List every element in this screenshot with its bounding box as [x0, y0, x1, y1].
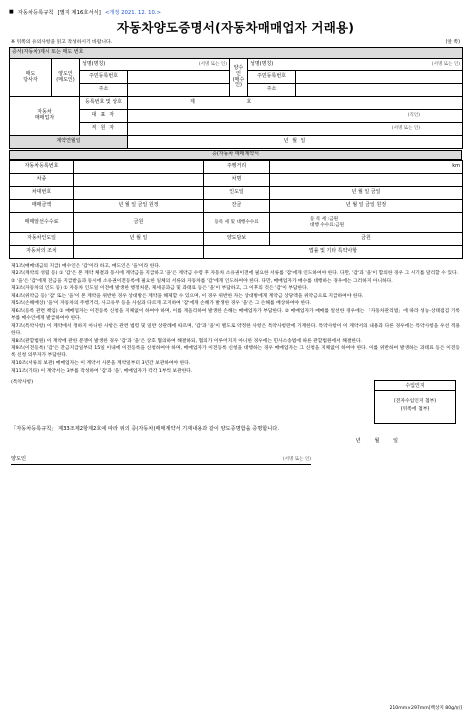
clause-8: 제7조(특약사항) 이 계약에서 정하지 아니한 사항은 관련 법령 및 일반 상관례에 따르며, '갑'과 '을'이 별도로 약정한 사항은 특약사항란에 기재한다. 특약사항이 이 계약서의 내용과 다른 경우에는 특약사항을 우선 적용한다.	[11, 323, 460, 337]
fee-extra-label: 등록 세 및 대행수수료	[204, 213, 270, 233]
mid-label: 잔금	[204, 200, 270, 213]
clause-3: ② '을'은 '갑'에게 잔금을 지급받음과 동시에 소유권이전등록에 필요한 일체의 서류와 자동차를 '갑'에게 인도하여야 한다. 다만, 매매업자가 매수를 대행하는 경우에는 그러하지 아니하다.	[11, 278, 393, 284]
delivery-label: 자동차인도일	[10, 233, 74, 246]
vehicle-reg-label: 자동차등록번호	[10, 161, 74, 174]
contract-date-label: 계약연월일	[10, 136, 128, 149]
special-terms-area	[9, 367, 462, 413]
buyer-name-label: 성명(명칭)	[250, 60, 274, 67]
clause-4: 제3조(자동차의 인도 등) ① 자동차 인도일 이전에 발생한 행정처분, 제세공과금 및 과태료 등은 '을'이 부담하고, 그 이후의 것은 '갑'이 부담한다.	[11, 286, 309, 292]
bullet-square-icon: ■	[9, 9, 14, 16]
model-label: 차종	[10, 174, 74, 187]
clause-6: 제5조(손해배상) '을'이 자동차의 주행거리, 사고유무 등을 사실과 다르게 고지하여 '갑'에게 손해가 발생한 경우 '을'은 그 손해를 배상하여야 한다.	[11, 301, 312, 307]
seller-name-label: 성명(명칭)	[82, 60, 106, 67]
year-label: 인도일	[204, 187, 270, 200]
clause-2: 제2조(계약의 성립 등) ① '갑'은 본 계약 체결과 동시에 계약금을 지급하고 '을'은 계약금 수령 후 자동차 소유권이전에 필요한 서류를 '갑'에게 인도하여야 한다. 다만, '갑'과 '을'이 합의한 경우 그 시기를 달리할 수 있다.	[11, 271, 459, 277]
clause-5: 제4조(위약금 등) '갑' 또는 '을'이 본 계약을 위반한 경우 상대방은 계약을 해제할 수 있으며, 이 경우 위반한 자는 상대방에게 계약금 상당액을 위약금으로 지급하여야 한다.	[11, 293, 364, 299]
vin-label: 차대번호	[10, 187, 74, 200]
signer-line[interactable]	[11, 457, 311, 465]
dealer-reg-suffix: 호	[246, 99, 252, 106]
certification-area	[9, 427, 462, 477]
seller-name-field[interactable]	[80, 59, 230, 71]
clause-10: 제9조(이전등록) '갑'은 잔금지급일부터 15일 이내에 이전등록을 신청하여야 하며, 매매업자가 이전등록 신청을 대행하는 경우 매매업자는 그 신청을 지체없이 하여야 한다. 이를 위반하여 발생하는 과태료 등은 이전등록 신청 의무자가 부담한다.	[11, 345, 460, 359]
transfer-field[interactable]: 금원	[270, 233, 463, 246]
special-terms-title: (특약사항)	[11, 380, 34, 386]
price-label: 매매금액	[10, 200, 74, 213]
vehicle-table	[9, 160, 463, 259]
vehicle-band-title: 증(자동차 매매계약서	[10, 151, 462, 160]
type-field[interactable]	[270, 174, 463, 187]
seller-rrn-label: 주민등록번호	[80, 71, 128, 84]
fee-field[interactable]: 금원	[74, 213, 204, 233]
form-header	[9, 8, 462, 18]
distance-field[interactable]	[270, 161, 463, 174]
buyer-label: 양수인 (매수인)	[230, 59, 248, 97]
transfer-label: 양도담보	[204, 233, 270, 246]
special-terms-label: 법률 및 기타 특약사항	[204, 246, 463, 259]
dealer-clerk-field[interactable]	[128, 123, 463, 136]
certification-text: 「자동차등록규칙」 제33조제2항제2호에 따라 위의 증(자동차)매매계약서 기재내용과 같이 양도증명함을 증명합니다.	[11, 426, 279, 433]
fee-extra-field[interactable]: 등 록 세 :금원 대행 수수료:금원	[270, 213, 463, 233]
paper-spec: 210mm×297mm[백상지 80g/㎡]	[389, 705, 462, 711]
document-title: 자동차양도증명서(자동차매매업자 거래용)	[116, 20, 355, 35]
instruction-note: ※ 뒤쪽의 유의사항을 읽고 작성하시기 바랍니다.	[11, 39, 113, 45]
buyer-seal: (서명 또는 인)	[431, 61, 461, 67]
dealer-clerk-label: 직 원 자	[80, 123, 128, 136]
etc-label: 자동차의 조치	[10, 246, 74, 259]
dealer-rep-label: 대 표 자	[80, 110, 128, 123]
contract-date-field[interactable]: 년 월 일	[128, 136, 463, 149]
seller-label: 양도인 (매도인)	[52, 59, 80, 97]
revenue-stamp-body: (전자수입인지 첩부) (뒤쪽에 첩부)	[393, 399, 437, 413]
fee-label: 매매알선수수료	[10, 213, 74, 233]
revenue-stamp-title: 수입인지	[375, 381, 455, 391]
dealer-reg-prefix: 제	[190, 99, 195, 106]
clause-9: 제8조(관할법원) 이 계약에 관한 분쟁이 발생한 경우 '갑'과 '을'은 상호 협의하여 해결하되, 협의가 이루어지지 아니한 경우에는 민사소송법에 따른 관할법원에서 해결한다.	[11, 338, 363, 344]
clause-7: 제6조(등록 관련 책임) ① 매매업자는 이전등록 신청을 지체없이 하여야 하며, 이를 게을리하여 발생한 손해는 매매업자가 부담한다. ② 매매업자가 매매를 알선한 경우에는 「자동차관리법」에 따라 성능·상태점검 기록부를 매수인에게 발급하여야 한다.	[11, 308, 460, 322]
dealer-rep-seal: (직인)	[407, 113, 421, 119]
revenue-stamp-box	[374, 380, 456, 424]
final-clause: 제11조(기타) 이 계약서는 3부를 작성하여 '갑'과 '을', 매매업자가 각각 1부씩 보관한다.	[11, 369, 193, 375]
buyer-name-field[interactable]	[248, 59, 463, 71]
clause-1: 제1조(매매대금의 지급) 매수인은 '갑'이라 하고, 매도인은 '을'이라 한다.	[11, 264, 161, 269]
deal-number-band: 증서(자동차)제시 또는 매도 번호	[10, 48, 463, 59]
buyer-addr-label: 주소	[248, 84, 296, 97]
buyer-rrn-field[interactable]	[296, 71, 463, 84]
mid-field[interactable]: 년 월 일 금일 원정	[270, 200, 463, 213]
seller-rrn-field[interactable]	[128, 71, 230, 84]
vehicle-band	[9, 150, 462, 160]
dealer-clerk-seal: (서명 또는 인)	[391, 126, 421, 132]
delivery-field[interactable]: 년 월 일	[74, 233, 204, 246]
vin-field[interactable]	[74, 187, 204, 200]
clause-11: 제10조(서류의 보관) 매매업자는 이 계약서 사본을 계약일부터 3년간 보관하여야 한다.	[11, 360, 191, 366]
delivery-date-field[interactable]: 년 월 일 금일	[270, 187, 463, 200]
price-field[interactable]: 년 월 일 금일 원정	[74, 200, 204, 213]
seller-side-label: 매도 당사자	[10, 59, 52, 97]
model-field[interactable]	[74, 174, 204, 187]
instruction-line	[9, 38, 462, 47]
signer-seal: (서명 또는 인)	[282, 457, 311, 463]
seller-seal: (서명 또는 인)	[198, 61, 227, 67]
buyer-addr-field[interactable]	[296, 84, 463, 97]
distance-unit: km	[452, 163, 460, 170]
dealer-reg-label: 등록번호 및 상호	[80, 97, 128, 110]
party-table	[9, 47, 463, 149]
etc-field[interactable]	[74, 246, 204, 259]
buyer-rrn-label: 주민등록번호	[248, 71, 296, 84]
revision-date: <개정 2021. 12. 10.>	[104, 9, 162, 16]
distance-label: 주행거리	[204, 161, 270, 174]
signer-label: 양도인	[11, 456, 27, 463]
seller-addr-label: 주소	[80, 84, 128, 97]
form-number: [별지 제16호서식]	[57, 9, 101, 16]
dealer-reg-field[interactable]	[128, 97, 463, 110]
law-name: 자동차등록규칙	[17, 9, 54, 16]
seller-addr-field[interactable]	[128, 84, 230, 97]
type-label: 차명	[204, 174, 270, 187]
dealer-rep-field[interactable]	[128, 110, 463, 123]
vehicle-reg-field[interactable]	[74, 161, 204, 174]
dealer-section-label: 자동차 매매업자	[10, 97, 80, 136]
contract-clauses	[9, 263, 462, 367]
page-side: (앞 쪽)	[445, 39, 460, 45]
certification-date[interactable]: 년 월 일	[355, 438, 404, 445]
